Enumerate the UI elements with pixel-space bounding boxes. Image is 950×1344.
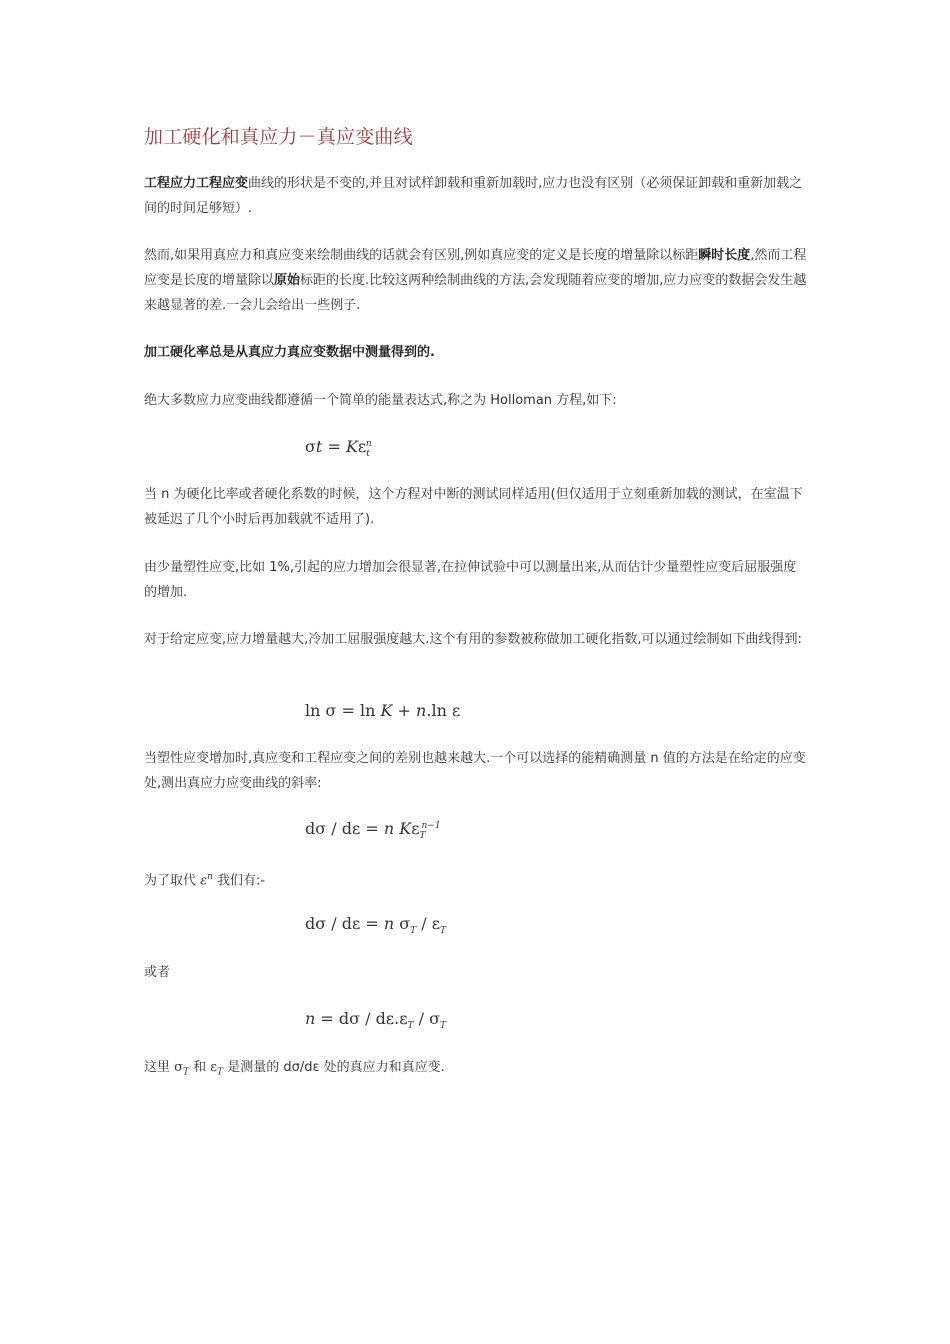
paragraph-2-text-e: 标距的长度.比较这两种绘制曲线的方法,会发现随着应变的增加,应力应变的数据会发生越来越显著的差.一会儿会给出一些例子. <box>144 273 807 313</box>
paragraph-4: 绝大多数应力应变曲线都遵循一个简单的能量表达式,称之为 Holloman 方程,如下: <box>144 393 617 408</box>
equation-holloman: $\sigma t = K\varepsilon_t^n$ <box>305 437 372 460</box>
paragraph-2-bold-instant-length: 瞬时长度 <box>698 248 751 263</box>
paragraph-1-bold: 工程应力工程应变 <box>144 176 249 191</box>
paragraph-2-text-a: 然而,如果用真应力和真应变来绘制曲线的话就会有区别,例如真应变的定义是长度的增量除以标距 <box>144 248 699 263</box>
equation-slope: dσ / dε = n $K\varepsilon_T^{n-1}$ <box>305 819 441 842</box>
paragraph-1-text: 曲线的形状是不变的,并且对试样卸载和重新加载时,应力也没有区别（必须保证卸载和重新加载之间的时间足够短）. <box>144 176 803 216</box>
equation-n: $n = d\sigma / d\varepsilon.\varepsilon_T / \sigma_T$ <box>305 1009 447 1032</box>
paragraph-2 <box>144 243 808 318</box>
paragraph-3 <box>144 340 808 365</box>
paragraph-1 <box>144 171 808 221</box>
paragraph-2-bold-original: 原始 <box>274 273 301 288</box>
paragraph-6: 由少量塑性应变,比如 1%,引起的应力增加会很显著,在拉伸试验中可以测量出来,从而估计少量塑性应变后屈服强度的增加. <box>144 560 797 600</box>
paragraph-7: 对于给定应变,应力增量越大,冷加工屈服强度越大.这个有用的参数被称做加工硬化指数,可以通过绘制如下曲线得到: <box>144 632 802 647</box>
paragraph-5: 当 n 为硬化比率或者硬化系数的时候，这个方程对中断的测试同样适用(但仅适用于立刻重新加载的测试，在室温下被延迟了几个小时后再加载就不适用了). <box>144 487 803 527</box>
paragraph-3-bold: 加工硬化率总是从真应力真应变数据中测量得到的. <box>144 345 435 360</box>
paragraph-9: 为了取代 $\varepsilon^n$ 我们有:- <box>144 872 266 889</box>
paragraph-11: 这里 $\sigma_T$ 和 $\varepsilon_T$ 是测量的 dσ/dε 处的真应力和真应变. <box>144 1060 445 1078</box>
paragraph-2-text-c: ,然而工程应变是长度的增量除以 <box>144 248 807 288</box>
equation-log: ln σ = ln K + n.ln ε <box>305 701 461 720</box>
paragraph-8: 当塑性应变增加时,真应变和工程应变之间的差别也越来越大.一个可以选择的能精确测量 n 值的方法是在给定的应变处,测出真应力应变曲线的斜率: <box>144 751 806 791</box>
page-title: 加工硬化和真应力－真应变曲线 <box>144 126 413 148</box>
equation-substituted: dσ / dε = n $\sigma_T / \varepsilon_T$ <box>305 914 447 937</box>
paragraph-10: 或者 <box>144 965 171 980</box>
